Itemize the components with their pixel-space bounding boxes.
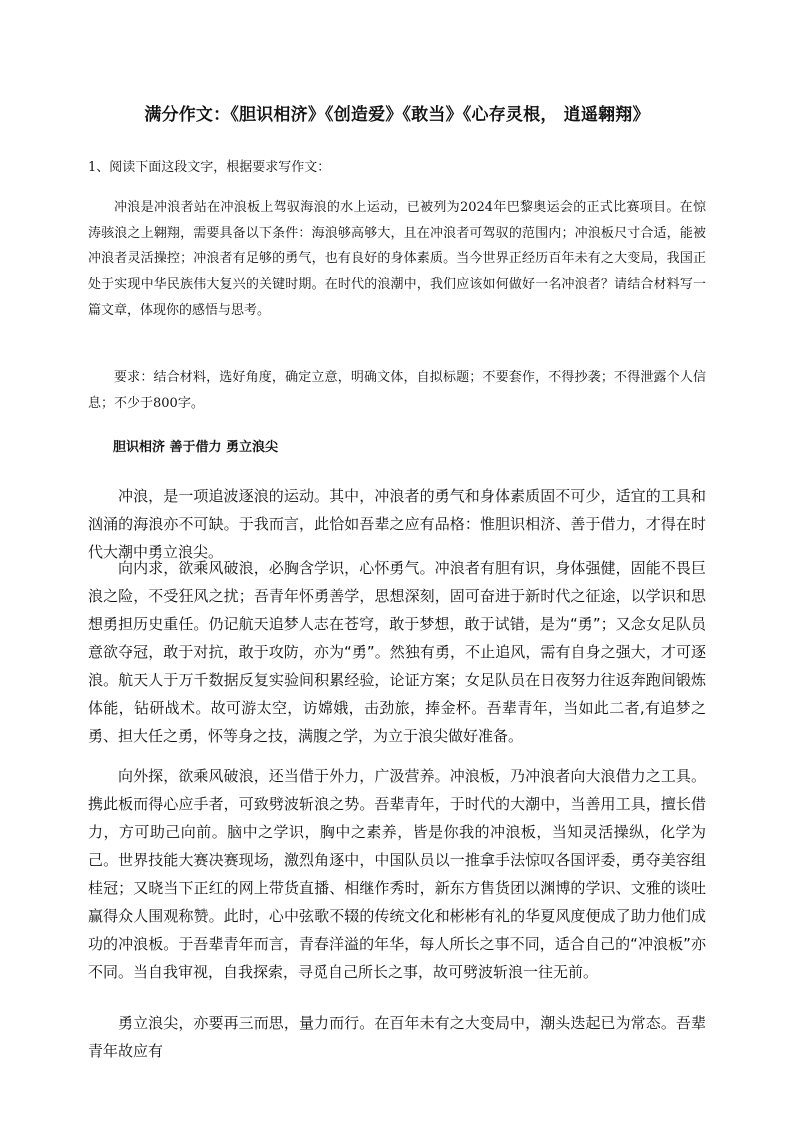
prompt-intro: 1、阅读下面这段文字，根据要求写作文： [88,160,331,175]
prompt-material: 冲浪是冲浪者站在冲浪板上驾驭海浪的水上运动，已被列为2024年巴黎奥运会的正式比赛项目。在惊涛骇浪之上翱翔，需要具备以下条件：海浪够高够大，且在冲浪者可驾驭的范围内；冲浪板尺寸合适，能被冲浪者灵活操控；冲浪者有足够的勇气，也有良好的身体素质。当今世界正经历百年未有之大变局，我国正处于实现中华民族伟大复兴的关键时期。在时代的浪潮中，我们应该如何做好一名冲浪者？请结合材料写一篇文章，体现你的感悟与思考。 [88,200,706,318]
essay-paragraph: 勇立浪尖，亦要再三而思，量力而行。在百年未有之大变局中，潮头迭起已为常态。吾辈青年故应有 [88,1014,706,1060]
essay-paragraph: 向外探，欲乘风破浪，还当借于外力，广汲营养。冲浪板，乃冲浪者向大浪借力之工具。携此板而得心应手者，可致劈波斩浪之势。吾辈青年，于时代的大潮中，当善用工具，擅长借力，方可助己向前。脑中之学识，胸中之素养，皆是你我的冲浪板，当知灵活操纵，化学为己。世界技能大赛决赛现场，激烈角逐中，中国队员以一推拿手法惊叹各国评委，勇夺美容组桂冠；又晓当下正红的网上带货直播、相继作秀时，新东方售货团以渊博的学识、文雅的谈吐赢得众人围观称赞。此时，心中弦歌不辍的传统文化和彬彬有礼的华夏风度便成了助力他们成功的冲浪板。于吾辈青年而言，青春洋溢的年华，每人所长之事不同，适合自己的“冲浪板”亦不同。当自我审视，自我探索，寻觅自己所长之事，故可劈波斩浪一往无前。 [88,767,706,981]
essay-heading: 胆识相济 善于借力 勇立浪尖 [113,440,279,455]
essay-paragraph: 向内求，欲乘风破浪，必胸含学识，心怀勇气。冲浪者有胆有识，身体强健，固能不畏巨浪之险，不受狂风之扰；吾青年怀勇善学，思想深刻，固可奋进于新时代之征途，以学识和思想勇担历史重任。仍记航天追梦人志在苍穹，敢于梦想，敢于试错，是为“勇”；又念女足队员意欲夺冠，敢于对抗，敢于攻防，亦为“勇”。然独有勇，不止追风，需有自身之强大，才可逐浪。航天人于万千数据反复实验间积累经验，论证方案；女足队员在日夜努力往返奔跑间锻炼体能，钻研战术。故可游太空，访嫦娥，击劲旅，捧金杯。吾辈青年，当如此二者,有追梦之勇、担大任之勇，怀等身之技，满腹之学，为立于浪尖做好准备。 [88,559,706,745]
page-title: 满分作文：《胆识相济》《创造爱》《敢当》《心存灵根， 逍遥翱翔》 [144,105,650,125]
essay-paragraph: 冲浪，是一项追波逐浪的运动。其中，冲浪者的勇气和身体素质固不可少，适宜的工具和汹涌的海浪亦不可缺。于我而言，此恰如吾辈之应有品格：惟胆识相济、善于借力，才得在时代大潮中勇立浪尖。 [88,487,706,561]
prompt-requirements: 要求：结合材料，选好角度，确定立意，明确文体，自拟标题；不要套作，不得抄袭；不得泄露个人信息；不少于800字。 [88,370,706,411]
